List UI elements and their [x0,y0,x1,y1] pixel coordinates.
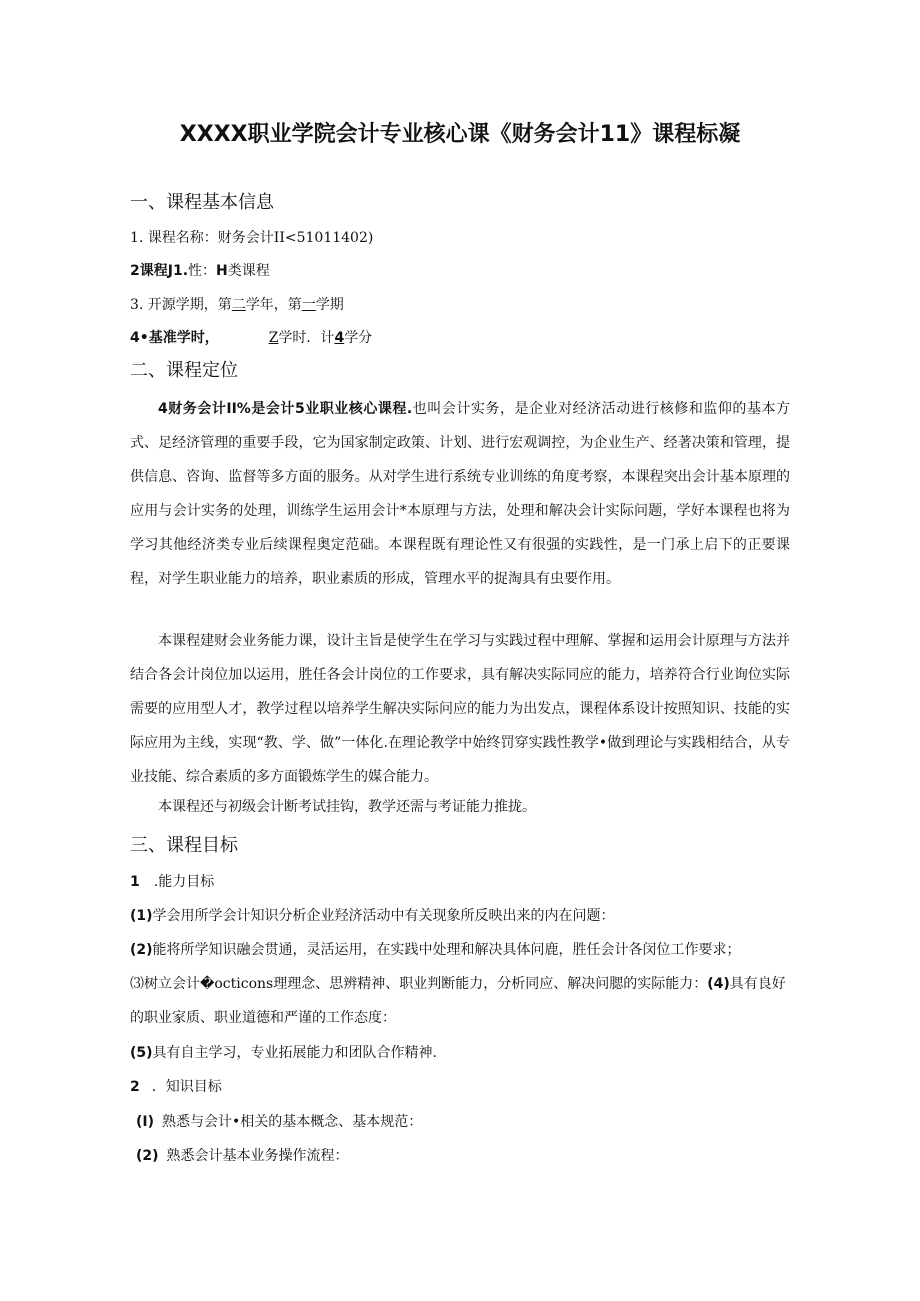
ability-objective-2-number: (2) [130,942,153,958]
ability-objective-4-continued: 的职业家质、职业道德和严谨的工作态度： [130,1010,396,1026]
section-heading-basic-info: 一、课程基本信息 [130,192,274,213]
info-hours-value: Z [268,330,279,346]
info-semester-year: 二 [231,297,246,313]
info-course-type-suffix: 类课程 [227,263,270,279]
ability-objective-1-text: 学会用所学会计知识分析企业羟济活动中有关现象所反映出来的内在问题： [152,908,615,924]
positioning-paragraph-3: 本课程还与初级会计断考试挂钩，教学还需与考证能力推拢。 [158,799,536,815]
info-course-type-value: H [216,263,228,279]
knowledge-objective-1 [136,1112,422,1132]
ability-objective-1-number: (1) [130,908,153,924]
info-course-name: 1. 课程名称：财务会计II<51011402) [130,230,374,246]
knowledge-objective-2-number: (2) [136,1148,159,1164]
section-heading-positioning: 二、课程定位 [130,360,238,381]
info-credits-value: 4 [334,330,345,346]
ability-objective-3-text: 树立会计�octicons理理念、思辨精神、职业判断能力，分析同应、解决问腮的实际能力： [144,976,708,992]
positioning-paragraph-1 [130,392,790,596]
ability-objective-2-text: 能将所学知识融会贯通，灵活运用，在实践中处理和解决具体问鹿，胜任会计各闵位工作要求； [152,942,741,958]
info-semester-part-c: 学年，第 [245,297,302,313]
info-semester [130,295,344,315]
ability-objective-3 [130,974,786,994]
ability-objective-4-text-a: 具有良好 [729,976,786,992]
objective-group-knowledge [130,1077,222,1097]
info-course-type-label-tail: 性： [188,263,217,279]
document-title: XXXX职业学院会计专业核心课《财务会计11》课程标凝 [179,122,741,147]
ability-objective-5-text: 具有自主学习，专业拓展能力和团队合作精神. [152,1045,437,1061]
knowledge-objective-2-text: 熟悉会计基本业务操作流程： [166,1148,349,1164]
ability-objective-3-number: ⑶ [130,976,144,992]
ability-objective-5-number: (5) [130,1045,153,1061]
ability-objective-4-number: (4) [707,976,730,992]
positioning-paragraph-2: 本课程建财会业务能力课，设计主旨是使学生在学习与实践过程中理解、掌握和运用会计原理与方法并结合各会计岗位加以运用，胜任各会计岗位的工作要求，具有解决实际同应的能力，培养符合行业询位实际需要的应用型人才，教学过程以培养学生解决实际问应的能力为出发点，课程体系设计按照知识、技能的实际应用为主线，实现“教、学、做”一体化.在理论教学中始终罚穿实践性教学•做到理论与实践相结合，从专业技能、综合素质的多方面锻炼学生的媒合能力。 [130,633,790,785]
ability-objective-2 [130,940,741,960]
info-course-type [130,261,270,281]
info-semester-term: 一 [301,297,316,313]
ability-objective-1 [130,906,615,926]
info-course-type-label: 2课程J1. [130,263,189,279]
info-hours-label: 4•基准学时， [130,330,219,346]
objective-group-knowledge-number: 2 [130,1079,140,1095]
objective-group-ability-label: .能力目标 [153,874,215,890]
info-hours-mid: 学时．计 [278,330,335,346]
info-semester-part-e: 学期 [315,297,344,313]
ability-objective-5 [130,1043,437,1063]
info-hours-credits [130,328,372,348]
section-heading-objectives: 三、课程目标 [130,835,238,856]
objective-group-knowledge-label: ．知识目标 [151,1079,222,1095]
positioning-paragraph-1-lead: 4财务会计II%是会计5业职业核心课程. [158,401,413,417]
knowledge-objective-2 [136,1146,349,1166]
info-semester-part-a: 3. 开源学期，第 [130,297,232,313]
knowledge-objective-1-number: (I) [136,1114,155,1130]
positioning-paragraph-1-body: 也叫会计实务，是企业对经济活动进行核修和监仰的基本方式、足经济管理的重要手段，它为国家制定政策、计划、进行宏观调控，为企业生产、经著决策和管理，提供信息、咨询、监督等多方面的服务。从对学生进行系统专业训练的角度考察，本课程突出会计基本原理的应用与会计实务的处理，训练学生运用会计*本原理与方法，处理和解决会计实际问题，学好本课程也将为学习其他经济类专业后续课程奥定范础。本课程既有理论性又有很强的实践性，是一门承上启下的正要课程，对学生职业能力的培养，职业素质的形成，管理水平的捉淘具有虫要作用。 [130,401,791,587]
knowledge-objective-1-text: 熟悉与会计•相关的基本概念、基本规范： [162,1114,423,1130]
objective-group-ability-number: 1 [130,874,140,890]
info-credits-suffix: 学分 [344,330,373,346]
objective-group-ability [130,872,214,892]
